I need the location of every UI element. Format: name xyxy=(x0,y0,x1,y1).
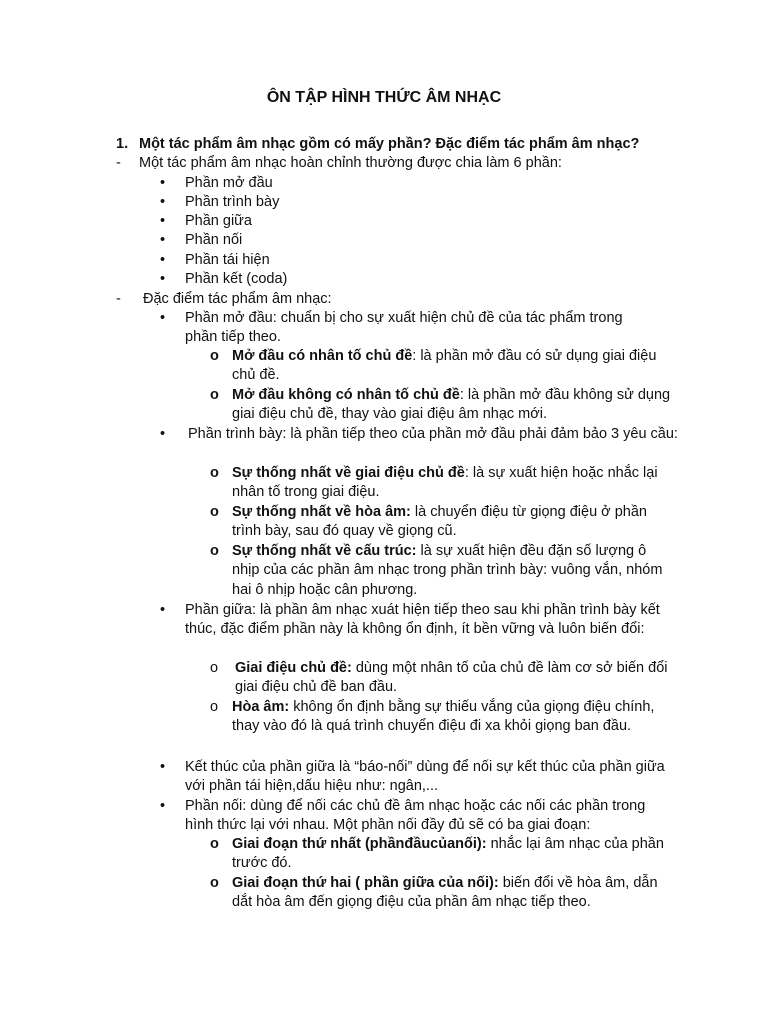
bullet-icon: • xyxy=(160,271,166,287)
trinh-bay-sub-3 xyxy=(232,542,672,600)
bullet-icon: • xyxy=(160,426,166,442)
circle-bullet-icon: o xyxy=(210,504,219,520)
question-1-number: 1. xyxy=(116,136,129,152)
trinh-bay-sub-2-bold: Sự thống nhất về hòa âm: xyxy=(232,504,411,520)
noi-sub-1 xyxy=(232,835,672,874)
bullet-icon: • xyxy=(160,175,166,191)
mo-dau-text: chuẩn bị cho sự xuất hiện chủ đề của tác phẩm trong phần tiếp theo. xyxy=(185,310,623,346)
trinh-bay-sub-1-bold: Sự thống nhất về giai điệu chủ đề xyxy=(232,465,465,481)
list-item: Phần nối xyxy=(185,232,243,248)
circle-bullet-icon: o xyxy=(210,543,219,559)
list-item: Phần kết (coda) xyxy=(185,271,288,287)
circle-bullet-icon: o xyxy=(210,387,219,403)
noi-sub-1-bold: Giai đoạn thứ nhất (phầnđầucủanối): xyxy=(232,836,487,852)
list-item: Phần mở đầu xyxy=(185,175,273,191)
question-1-text: Một tác phẩm âm nhạc gồm có mấy phần? Đặc điểm tác phẩm âm nhạc? xyxy=(139,136,640,152)
trinh-bay-sub-1 xyxy=(232,464,672,503)
mo-dau-item xyxy=(185,309,655,348)
circle-bullet-icon: o xyxy=(210,699,219,715)
noi-sub-1-text: nhắc lại âm nhạc của phần trước đó. xyxy=(232,836,664,872)
giua-sub-1 xyxy=(235,659,675,698)
bullet-icon: • xyxy=(160,759,166,775)
trinh-bay-text: Phần trình bày: là phần tiếp theo của phần mở đầu phải đảm bảo 3 yêu cầu: xyxy=(188,426,678,442)
list-item: Phần tái hiện xyxy=(185,252,270,268)
mo-dau-sub-2-bold: Mở đầu không có nhân tố chủ đề xyxy=(232,387,460,403)
mo-dau-sub-1-text: : là phần mở đầu có sử dụng giai điệu chủ đề. xyxy=(232,348,657,384)
dash-marker: - xyxy=(116,155,121,171)
giua-sub-2-text: không ổn định bằng sự thiếu vắng của giọng điệu chính, thay vào đó là quá trình chuyển điệu đi xa khỏi giọng ban đầu. xyxy=(232,699,655,735)
list-item: Phần trình bày xyxy=(185,194,280,210)
giua-sub-2-bold: Hòa âm: xyxy=(232,699,290,715)
trinh-bay-sub-2-text: là chuyển điệu từ giọng điệu ở phần trình bày, sau đó quay về giọng cũ. xyxy=(232,504,647,540)
noi-sub-2-text: biến đổi về hòa âm, dẫn dắt hòa âm đến giọng điệu của phần âm nhạc tiếp theo. xyxy=(232,875,658,911)
circle-bullet-icon: o xyxy=(210,836,219,852)
mo-dau-sub-1-bold: Mở đầu có nhân tố chủ đề xyxy=(232,348,413,364)
features-label: Đặc điểm tác phẩm âm nhạc: xyxy=(143,291,332,307)
ket-thuc-text: Kết thúc của phần giữa là “báo-nối” dùng để nối sự kết thúc của phần giữa với phần tái hiện,dấu hiệu như: ngân,... xyxy=(185,759,665,795)
mo-dau-label: Phần mở đầu: xyxy=(185,310,277,326)
trinh-bay-sub-2 xyxy=(232,503,672,542)
circle-bullet-icon: o xyxy=(210,660,219,676)
bullet-icon: • xyxy=(160,798,166,814)
mo-dau-sub-2 xyxy=(232,386,677,425)
bullet-icon: • xyxy=(160,194,166,210)
circle-bullet-icon: o xyxy=(210,875,219,891)
giua-sub-1-bold: Giai điệu chủ đề: xyxy=(235,660,352,676)
giua-text: Phần giữa: là phần âm nhạc xuát hiện tiếp theo sau khi phần trình bày kết thúc, đặc điểm phần này là không ổn định, ít bền vững và luôn biến đổi: xyxy=(185,602,660,638)
intro-text: Một tác phẩm âm nhạc hoàn chỉnh thường được chia làm 6 phần: xyxy=(139,155,562,171)
trinh-bay-sub-3-bold: Sự thống nhất về cấu trúc: xyxy=(232,543,417,559)
noi-sub-2 xyxy=(232,874,677,913)
noi-text: Phần nối: dùng để nối các chủ đề âm nhạc hoặc các nối các phần trong hình thức lại với nhau. Một phần nối đầy đủ sẽ có ba giai đoạn: xyxy=(185,798,646,834)
giua-sub-1-text: dùng một nhân tố của chủ đề làm cơ sở biến đổi giai điệu chủ đề ban đầu. xyxy=(235,660,668,696)
noi-sub-2-bold: Giai đoạn thứ hai ( phần giữa của nối): xyxy=(232,875,499,891)
mo-dau-sub-1 xyxy=(232,347,677,386)
list-item: Phần giữa xyxy=(185,213,252,229)
giua-sub-2 xyxy=(232,698,672,737)
bullet-icon: • xyxy=(160,232,166,248)
bullet-icon: • xyxy=(160,602,166,618)
document-title: ÔN TẬP HÌNH THỨC ÂM NHẠC xyxy=(266,89,502,106)
bullet-icon: • xyxy=(160,252,166,268)
circle-bullet-icon: o xyxy=(210,465,219,481)
dash-marker: - xyxy=(116,291,121,307)
bullet-icon: • xyxy=(160,310,166,326)
mo-dau-sub-2-text: : là phần mở đầu không sử dụng giai điệu chủ đề, thay vào giai điệu âm nhạc mới. xyxy=(232,387,671,423)
bullet-icon: • xyxy=(160,213,166,229)
trinh-bay-sub-1-text: : là sự xuất hiện hoặc nhắc lại nhân tố trong giai điệu. xyxy=(232,465,658,501)
circle-bullet-icon: o xyxy=(210,348,219,364)
trinh-bay-sub-3-text: là sự xuất hiện đều đặn số lượng ô nhịp của các phần âm nhạc trong phần trình bày: vuông vắn, nhóm hai ô nhịp hoặc cân phương. xyxy=(232,543,663,598)
